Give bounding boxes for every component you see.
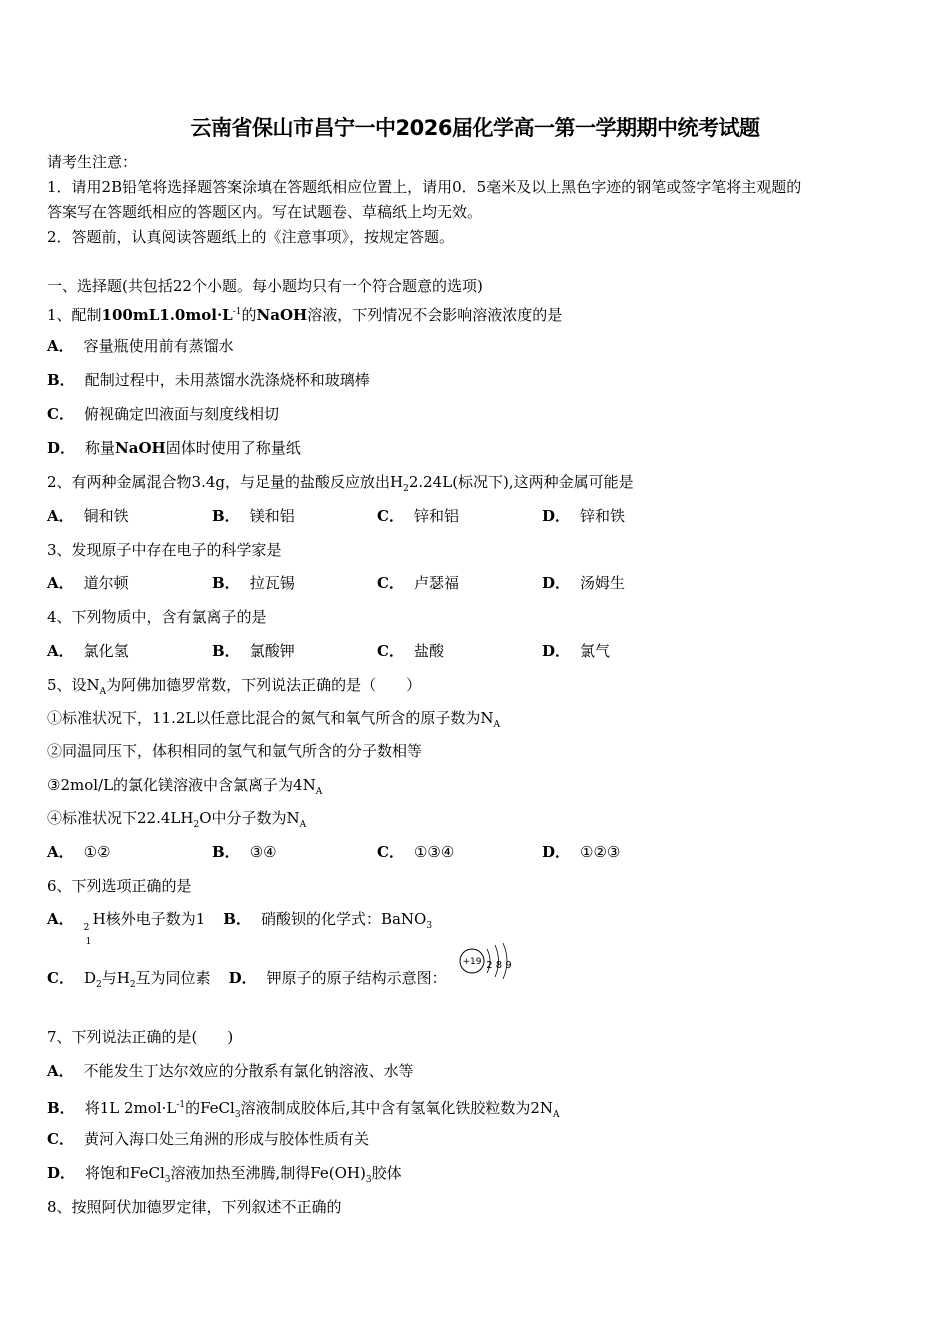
question-5-stem: 5、设$N_A$为阿佛加德罗常数，下列说法正确的是（ ） — [47, 676, 422, 697]
question-6-stem: 6、下列选项正确的是 — [47, 877, 192, 895]
notice-item-1b: 答案写在答题纸相应的答题区内。写在试题卷、草稿纸上均无效。 — [47, 203, 483, 221]
question-2-stem: 2、有两种金属混合物3.4g，与足量的盐酸反应放出$H_22.24L$(标况下),这两种金属可能是 — [47, 473, 634, 494]
question-2-option-c: C． 锌和铝 — [377, 507, 459, 525]
question-4-option-b: B． 氯酸钾 — [212, 642, 295, 660]
question-3-option-c: C． 卢瑟福 — [377, 574, 459, 592]
question-5-option-b: B． ③④ — [212, 843, 277, 861]
question-1-option-a: A． 容量瓶使用前有蒸馏水 — [47, 337, 234, 355]
page-title: 云南省保山市昌宁一中2026届化学高一第一学期期中统考试题 — [190, 116, 760, 140]
question-7-option-b: B． 将1L $2mol\cdot L^{-1}$的FeCl$_3$溶液制成胶体后,其中含有氢氧化铁胶粒数为$2N_A$ — [47, 1099, 560, 1120]
question-2-option-a: A． 铜和铁 — [47, 507, 129, 525]
question-5-option-d: D． ①②③ — [542, 843, 621, 861]
question-6-options-cd: C． $D_2$与$H_2$互为同位素 D． 钾原子的原子结构示意图： — [47, 969, 447, 990]
question-5-statement-4: ④标准状况下$22.4LH_2O$中分子数为$N_A$ — [47, 809, 307, 830]
question-2-option-b: B． 镁和铝 — [212, 507, 295, 525]
question-6-options-ab: A． 2 1 H核外电子数为1 B． 硝酸钡的化学式：BaNO$_3$ — [47, 910, 433, 947]
notice-item-2: 2．答题前，认真阅读答题纸上的《注意事项》，按规定答题。 — [47, 228, 455, 246]
atom-shell-counts: 2 8 9 — [486, 960, 512, 971]
question-3-stem: 3、发现原子中存在电子的科学家是 — [47, 541, 282, 559]
question-4-option-d: D． 氯气 — [542, 642, 611, 660]
question-5-statement-2: ②同温同压下，体积相同的氢气和氩气所含的分子数相等 — [47, 742, 423, 760]
question-1-option-c: C． 俯视确定凹液面与刻度线相切 — [47, 405, 279, 423]
question-7-option-d: D． 将饱和FeCl$_3$溶液加热至沸腾,制得$Fe(OH)_3$胶体 — [47, 1164, 402, 1185]
question-8-stem: 8、按照阿伏加德罗定律，下列叙述不正确的 — [47, 1198, 342, 1216]
question-1-stem: 1、配制$100mL1.0mol\cdot L^{-1}$的NaOH溶液，下列情况不会影响溶液浓度的是 — [47, 306, 563, 324]
question-4-option-c: C． 盐酸 — [377, 642, 444, 660]
question-3-option-b: B． 拉瓦锡 — [212, 574, 295, 592]
question-1-option-d: D． 称量NaOH固体时使用了称量纸 — [47, 439, 301, 457]
question-2-option-d: D． 锌和铁 — [542, 507, 626, 525]
question-7-option-c: C． 黄河入海口处三角洲的形成与胶体性质有关 — [47, 1130, 369, 1148]
potassium-atom-structure-diagram — [456, 941, 520, 981]
question-7-stem: 7、下列说法正确的是( ) — [47, 1028, 234, 1046]
section-heading: 一、选择题(共包括22个小题。每小题均只有一个符合题意的选项) — [47, 277, 483, 295]
atom-nucleus-label: +19 — [462, 957, 482, 967]
notice-heading: 请考生注意： — [47, 153, 138, 171]
question-4-stem: 4、下列物质中，含有氯离子的是 — [47, 608, 267, 626]
notice-item-1a: 1．请用2B铅笔将选择题答案涂填在答题纸相应位置上，请用0．5毫米及以上黑色字迹的钢笔或签字笔将主观题的 — [47, 178, 802, 196]
question-5-statement-1: ①标准状况下，11.2L以任意比混合的氮气和氧气所含的原子数为$N_A$ — [47, 709, 500, 730]
question-7-option-a: A． 不能发生丁达尔效应的分散系有氯化钠溶液、水等 — [47, 1062, 414, 1080]
question-5-option-a: A． ①② — [47, 843, 111, 861]
question-3-option-a: A． 道尔顿 — [47, 574, 129, 592]
question-4-option-a: A． 氯化氢 — [47, 642, 129, 660]
question-5-option-c: C． ①③④ — [377, 843, 455, 861]
question-1-option-b: B． 配制过程中，未用蒸馏水洗涤烧杯和玻璃棒 — [47, 371, 370, 389]
question-5-statement-3: ③2mol/L的氯化镁溶液中含氯离子为$4N_A$ — [47, 776, 323, 797]
question-3-option-d: D． 汤姆生 — [542, 574, 626, 592]
